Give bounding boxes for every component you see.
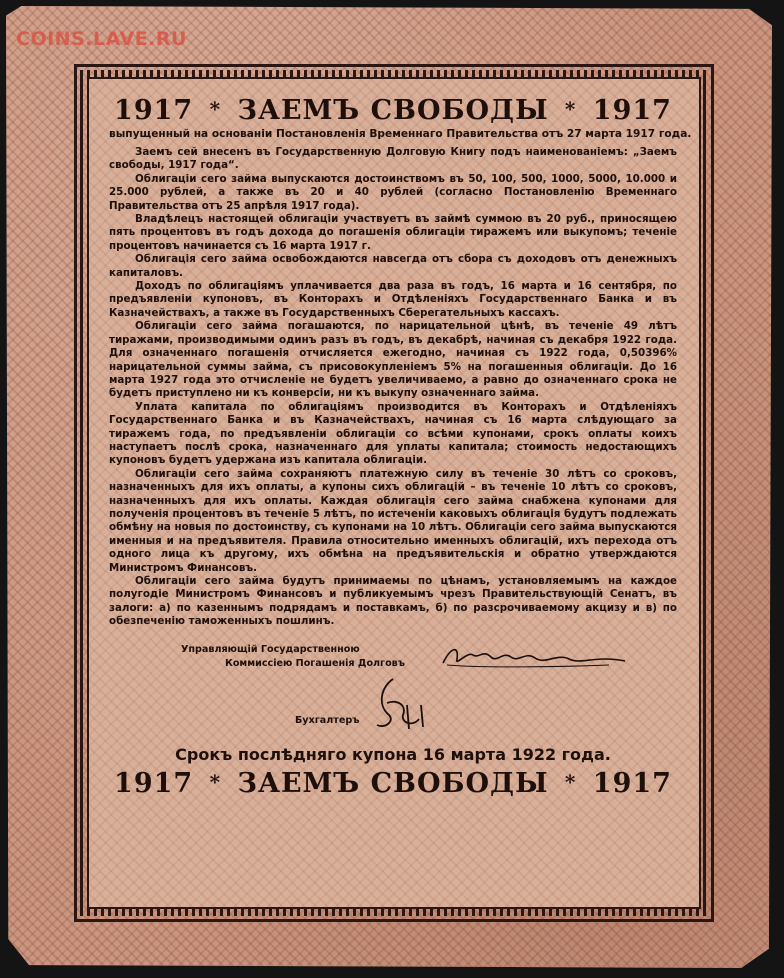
paragraph-1: Заемъ сей внесенъ въ Государственную Долговую Книгу подъ наименованіемъ: „Заемъ свободы, 1917 года“. — [109, 146, 677, 172]
bond-subtitle: выпущенный на основаніи Постановленія Временнаго Правительства отъ 27 марта 1917 года. — [109, 128, 692, 140]
last-coupon-date: Срокъ послѣдняго купона 16 марта 1922 года. — [175, 744, 611, 764]
footer-title-text: ЗАЕМЪ СВОБОДЫ — [237, 767, 549, 799]
greek-key-border — [80, 70, 708, 916]
title-text: ЗАЕМЪ СВОБОДЫ — [237, 95, 549, 126]
paragraph-6: Облигаціи сего займа погашаются, по нарицательной цѣнѣ, въ теченіе 49 лѣтъ тиражами, производимыми одинъ разъ въ годъ, въ декабрѣ, начиная съ декабря 1922 года. Для означеннаго погашенія отчисляется ежегодно, начиная съ 1922 года, 0,50396% нарицательной суммы займа, съ присовокупленіемъ 5% на погашенныя облигаціи. До 16 марта 1927 года это отчисленіе не будетъ увеличиваемо, а равно до означеннаго срока не будетъ приступлено ни къ конверсіи, ни къ выкупу означеннаго займа. — [109, 320, 677, 400]
paragraph-7: Уплата капитала по облигаціямъ производится въ Конторахъ и Отдѣленіяхъ Государственнаго Банка и въ Казначействахъ, начиная съ 16 марта слѣдующаго за тиражемъ года, по предъявленіи облигаціи со всѣми купонами, срокъ оплаты коихъ наступаетъ послѣ срока, назначеннаго для уплаты капитала; стоимость недостающихъ купоновъ будетъ удержана изъ капитала облигаціи. — [109, 400, 677, 467]
accountant-signature — [363, 675, 433, 733]
paragraph-3: Владѣлецъ настоящей облигаціи участвуетъ въ займѣ суммою въ 20 руб., приносящею пять процентовъ въ годъ дохода до погашенія облигаціи тиражемъ или выкупомъ; теченіе процентовъ начинается съ 16 марта 1917 г. — [109, 213, 677, 252]
paragraph-2: Облигаціи сего займа выпускаются достоинствомъ въ 50, 100, 500, 1000, 5000, 10.000 и 25.000 рублей, а также въ 20 и 40 рублей (согласно Постановленію Временнаго Правительства отъ 25 апрѣля 1917 года). — [109, 172, 677, 212]
signature-block — [109, 639, 677, 739]
footer-star-right: * — [564, 769, 577, 794]
paragraph-5: Доходъ по облигаціямъ уплачивается два раза въ годъ, 16 марта и 16 сентября, по предъявленіи купоновъ, въ Конторахъ и Отдѣленіяхъ Государственнаго Банка и въ Казначействахъ, а также въ Государственныхъ Сберегательныхъ кассахъ. — [109, 280, 677, 319]
paragraph-9: Облигаціи сего займа будутъ принимаемы по цѣнамъ, установляемымъ на каждое полугодіе Министромъ Финансовъ и публикуемымъ чрезъ Правительствующій Сенатъ, въ залоги: а) по казеннымъ подрядамъ и поставкамъ, б) по разсрочиваемому акцизу и в) по обезпеченію таможенныхъ пошлинъ. — [109, 575, 677, 628]
bond-text-panel — [87, 77, 701, 909]
manager-role-line-2: Коммиссіею Погашенія Долговъ — [225, 657, 405, 669]
manager-signature — [439, 641, 629, 671]
bond-title-bottom — [109, 768, 677, 799]
title-star-left: * — [209, 97, 222, 121]
footer-star-left: * — [209, 769, 222, 794]
manager-role-line-1: Управляющій Государственною — [181, 643, 360, 655]
site-watermark: COINS.LAVE.RU — [16, 28, 187, 50]
title-year-left: 1917 — [114, 95, 194, 126]
paragraph-4: Облигація сего займа освобождаются навсегда отъ сбора съ доходовъ отъ денежныхъ капиталовъ. — [109, 253, 677, 279]
footer-year-right: 1917 — [592, 767, 672, 799]
title-year-right: 1917 — [592, 95, 672, 126]
footer-year-left: 1917 — [114, 767, 194, 799]
bond-frame — [74, 64, 714, 922]
manager-role — [181, 643, 405, 671]
bond-content — [109, 91, 692, 801]
accountant-label: Бухгалтеръ — [295, 714, 360, 726]
bond-title-top — [109, 95, 677, 126]
title-star-right: * — [564, 97, 577, 121]
paragraph-8: Облигаціи сего займа сохраняютъ платежную силу въ теченіе 30 лѣтъ со сроковъ, назначенныхъ для ихъ оплаты, а купоны сихъ облигацій – въ теченіе 10 лѣтъ со сроковъ, назначенныхъ для ихъ оплаты. Каждая облигація сего займа снабжена купонами для полученія процентовъ въ теченіе 5 лѣтъ, по истеченіи каковыхъ облигація будутъ подлежать обмѣну на новыя по достоинству, съ купонами на 10 лѣтъ. Облигаціи сего займа выпускаются именныя и на предъявителя. Правила относительно именныхъ облигацій, ихъ перехода отъ одного лица къ другому, ихъ обмѣна на предъявительскія и обратно утверждаются Министромъ Финансовъ. — [109, 467, 677, 574]
